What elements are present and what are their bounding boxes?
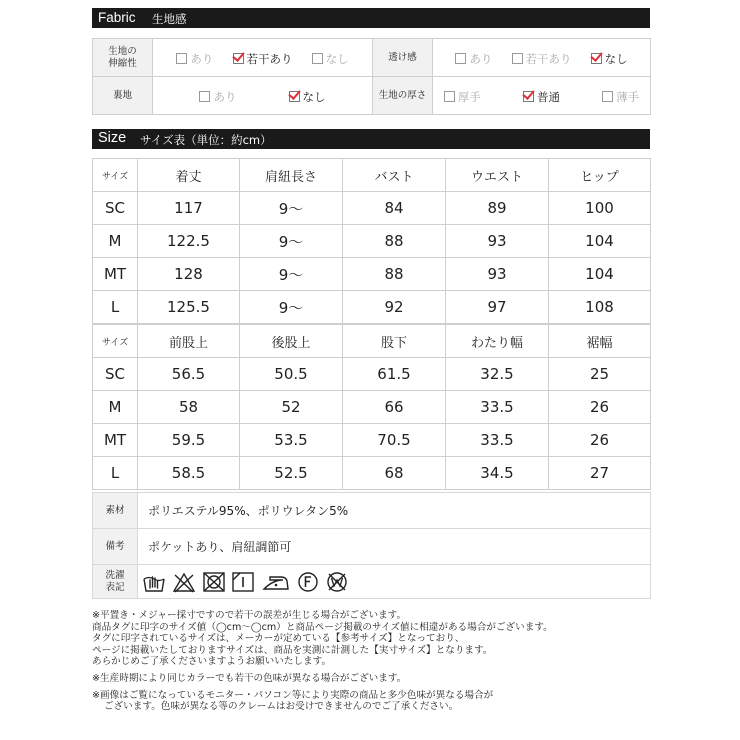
info-table [92,492,651,599]
remarks-label: 備考 [93,529,138,565]
iron-low-icon [261,571,291,593]
value-cell: 58.5 [138,457,240,490]
value-cell: 9〜 [240,258,343,291]
value-cell: 53.5 [240,424,343,457]
header-cell: サイズ [93,159,138,192]
value-cell: 128 [138,258,240,291]
fabric-subtitle: 生地感 [152,12,187,26]
value-cell: 89 [446,192,549,225]
stretch-label: 生地の 伸縮性 [93,39,153,77]
value-cell: 108 [549,291,651,324]
lining-options [153,77,373,115]
fabric-table [92,38,651,115]
checked-checkbox-icon [591,53,602,64]
checkbox-icon [602,91,613,102]
checkbox-icon [176,53,187,64]
checkbox-icon [455,53,466,64]
value-cell: 68 [343,457,446,490]
checkbox-icon [312,53,323,64]
fabric-title: Fabric [98,10,136,25]
sheer-option-nashi: なし [591,52,628,66]
value-cell: 100 [549,192,651,225]
note-line: 商品タグに印字のサイズ値（◯cm〜◯cm）と商品ページ掲載のサイズ値に相違がある場合がございます。 [92,621,553,633]
value-cell: 56.5 [138,358,240,391]
table-row [93,424,651,457]
header-cell: 着丈 [138,159,240,192]
thickness-options [433,77,651,115]
value-cell: 61.5 [343,358,446,391]
table-header-row [93,325,651,358]
checked-checkbox-icon [289,91,300,102]
header-cell: ウエスト [446,159,549,192]
value-cell: 33.5 [446,391,549,424]
header-cell: 肩紐長さ [240,159,343,192]
table-row [93,225,651,258]
thickness-label: 生地の厚さ [373,77,433,115]
lining-label: 裏地 [93,77,153,115]
thickness-option-atsude: 厚手 [444,90,481,104]
value-cell: 9〜 [240,192,343,225]
value-cell: 104 [549,225,651,258]
value-cell: 122.5 [138,225,240,258]
value-cell: 93 [446,258,549,291]
material-label: 素材 [93,493,138,529]
checked-checkbox-icon [523,91,534,102]
thickness-option-usude: 薄手 [602,90,639,104]
value-cell: 70.5 [343,424,446,457]
value-cell: 66 [343,391,446,424]
table-header-row [93,159,651,192]
header-cell: 前股上 [138,325,240,358]
note-line: タグに印字されているサイズは、メーカーが定めている【参考サイズ】となっており、 [92,633,465,645]
value-cell: 88 [343,225,446,258]
header-cell: 後股上 [240,325,343,358]
care-icons [138,565,651,599]
checked-checkbox-icon [233,53,244,64]
value-cell: 32.5 [446,358,549,391]
header-cell: サイズ [93,325,138,358]
size-subtitle: サイズ表（単位：約cm） [140,133,272,147]
sheer-label: 透け感 [373,39,433,77]
header-cell: バスト [343,159,446,192]
notes [92,610,652,713]
no-bleach-icon [172,571,196,593]
stretch-option-jakkan-ari: 若干あり [233,52,293,66]
value-cell: 52 [240,391,343,424]
value-cell: 26 [549,391,651,424]
note-line: ※画像はご覧になっているモニター・パソコン等により実際の商品と多少色味が異なる場合が [92,689,494,701]
value-cell: 125.5 [138,291,240,324]
header-cell: 股下 [343,325,446,358]
stretch-options [153,39,373,77]
fabric-header [92,8,650,28]
checkbox-icon [199,91,210,102]
value-cell: 27 [549,457,651,490]
value-cell: 88 [343,258,446,291]
size-cell: MT [93,258,138,291]
size-cell: L [93,291,138,324]
stretch-option-nashi: なし [312,52,349,66]
value-cell: 9〜 [240,225,343,258]
stretch-option-ari: あり [176,52,213,66]
note-line: ございます。色味が異なる等のクレームはお受けできませんのでご了承ください。 [104,701,459,713]
sheer-option-jakkan-ari: 若干あり [512,52,572,66]
table-row [93,192,651,225]
lining-option-ari: あり [199,90,236,104]
value-cell: 50.5 [240,358,343,391]
no-wet-clean-icon [325,571,349,593]
value-cell: 92 [343,291,446,324]
size-cell: M [93,391,138,424]
size-cell: SC [93,192,138,225]
value-cell: 9〜 [240,291,343,324]
table-row [93,291,651,324]
checkbox-icon [512,53,523,64]
note-line: あらかじめご了承くださいますようお願いいたします。 [92,656,332,668]
value-cell: 34.5 [446,457,549,490]
note-line: ページに掲載いたしておりますサイズは、商品を実測に計測した【実寸サイズ】となります。 [92,644,493,656]
material-value: ポリエステル95%、ポリウレタン5% [138,493,651,529]
value-cell: 58 [138,391,240,424]
note-line: ※生産時期により同じカラーでも若干の色味が異なる場合がございます。 [92,672,407,684]
value-cell: 97 [446,291,549,324]
lining-option-nashi: なし [289,90,326,104]
size-cell: M [93,225,138,258]
table-row [93,457,651,490]
value-cell: 117 [138,192,240,225]
table-row [93,358,651,391]
no-tumble-dry-icon [202,571,226,593]
size-cell: L [93,457,138,490]
table-row [93,391,651,424]
header-cell: ヒップ [549,159,651,192]
line-dry-shade-icon [231,571,255,593]
header-cell: わたり幅 [446,325,549,358]
sheer-option-ari: あり [455,52,492,66]
value-cell: 25 [549,358,651,391]
value-cell: 93 [446,225,549,258]
table-row [93,258,651,291]
sheer-options [433,39,651,77]
note-line: ※平置き・メジャー採寸ですので若干の誤差が生じる場合がございます。 [92,610,407,621]
size-cell: SC [93,358,138,391]
size-table-1 [92,158,651,324]
value-cell: 104 [549,258,651,291]
size-table-2 [92,324,651,490]
header-cell: 裾幅 [549,325,651,358]
value-cell: 26 [549,424,651,457]
remarks-value: ポケットあり、肩紐調節可 [138,529,651,565]
value-cell: 59.5 [138,424,240,457]
value-cell: 33.5 [446,424,549,457]
thickness-option-futsu: 普通 [523,90,560,104]
value-cell: 84 [343,192,446,225]
checkbox-icon [444,91,455,102]
care-label: 洗濯 表記 [93,565,138,599]
size-header [92,129,650,149]
size-cell: MT [93,424,138,457]
value-cell: 52.5 [240,457,343,490]
size-title: Size [98,130,127,146]
dry-clean-f-icon [297,571,319,593]
hand-wash-icon [142,571,166,593]
